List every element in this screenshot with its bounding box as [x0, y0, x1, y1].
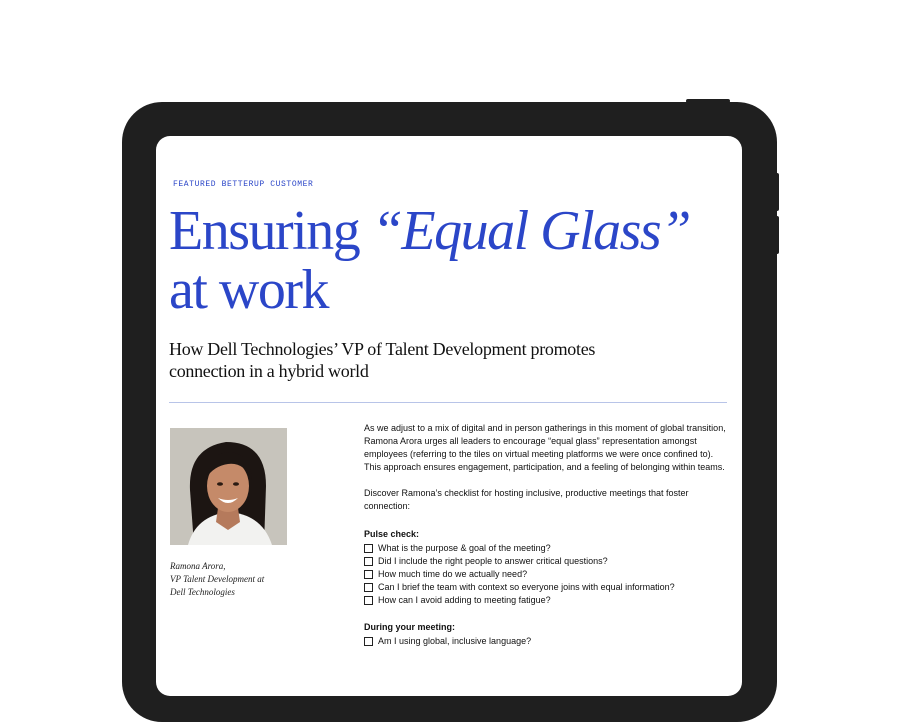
checklist-during-meeting: [364, 635, 734, 648]
eyebrow-label: FEATURED BETTERUP CUSTOMER: [173, 180, 314, 189]
article-subtitle: How Dell Technologies’ VP of Talent Development promotes connection in a hybrid world: [169, 339, 596, 381]
caption-role-line-2: Dell Technologies: [170, 587, 235, 597]
checkbox-icon[interactable]: [364, 637, 373, 646]
portrait-illustration: [170, 428, 287, 545]
checklist-pulse-check: [364, 542, 734, 607]
caption-name: Ramona Arora,: [170, 561, 226, 571]
section-divider: [169, 402, 727, 403]
title-prefix: Ensuring: [169, 200, 372, 262]
title-line-2: at work: [169, 259, 329, 321]
checkbox-icon[interactable]: [364, 570, 373, 579]
article-title: [169, 202, 690, 320]
checklist-item[interactable]: [364, 542, 734, 555]
checklist-item[interactable]: [364, 635, 734, 648]
section-heading-pulse-check: Pulse check:: [364, 529, 420, 539]
checklist-item[interactable]: [364, 568, 734, 581]
checkbox-icon[interactable]: [364, 583, 373, 592]
checklist-item[interactable]: [364, 594, 734, 607]
checkbox-icon[interactable]: [364, 544, 373, 553]
checkbox-icon[interactable]: [364, 596, 373, 605]
checkbox-icon[interactable]: [364, 557, 373, 566]
caption-role-line-1: VP Talent Development at: [170, 574, 265, 584]
checklist-item-label: Am I using global, inclusive language?: [378, 636, 532, 646]
tablet-screen: [156, 136, 742, 696]
checklist-item-label: Can I brief the team with context so everyone joins with equal information?: [378, 582, 675, 592]
checklist-item[interactable]: [364, 555, 734, 568]
title-line-1: [169, 202, 690, 261]
checklist-item-label: Did I include the right people to answer critical questions?: [378, 556, 608, 566]
section-heading-during-meeting: During your meeting:: [364, 622, 456, 632]
checklist-item-label: How much time do we actually need?: [378, 569, 528, 579]
intro-paragraph: As we adjust to a mix of digital and in person gatherings in this moment of global transition, Ramona Arora urges all leaders to encourage “equal glass” representation amongst employees (referring to the tiles on virtual meeting platforms we were once confined to). This approach ensures engagement, participation, and a feeling of belonging within teams.: [364, 423, 726, 472]
article-body: [364, 422, 734, 648]
lead-in-paragraph: Discover Ramona’s checklist for hosting inclusive, productive meetings that foster connection:: [364, 488, 689, 511]
portrait-photo: [170, 428, 287, 545]
checklist-item[interactable]: [364, 581, 734, 594]
title-emphasis: “Equal Glass”: [371, 200, 690, 262]
checklist-item-label: What is the purpose & goal of the meeting?: [378, 543, 551, 553]
checklist-item-label: How can I avoid adding to meeting fatigue?: [378, 595, 551, 605]
photo-caption: [170, 560, 300, 599]
